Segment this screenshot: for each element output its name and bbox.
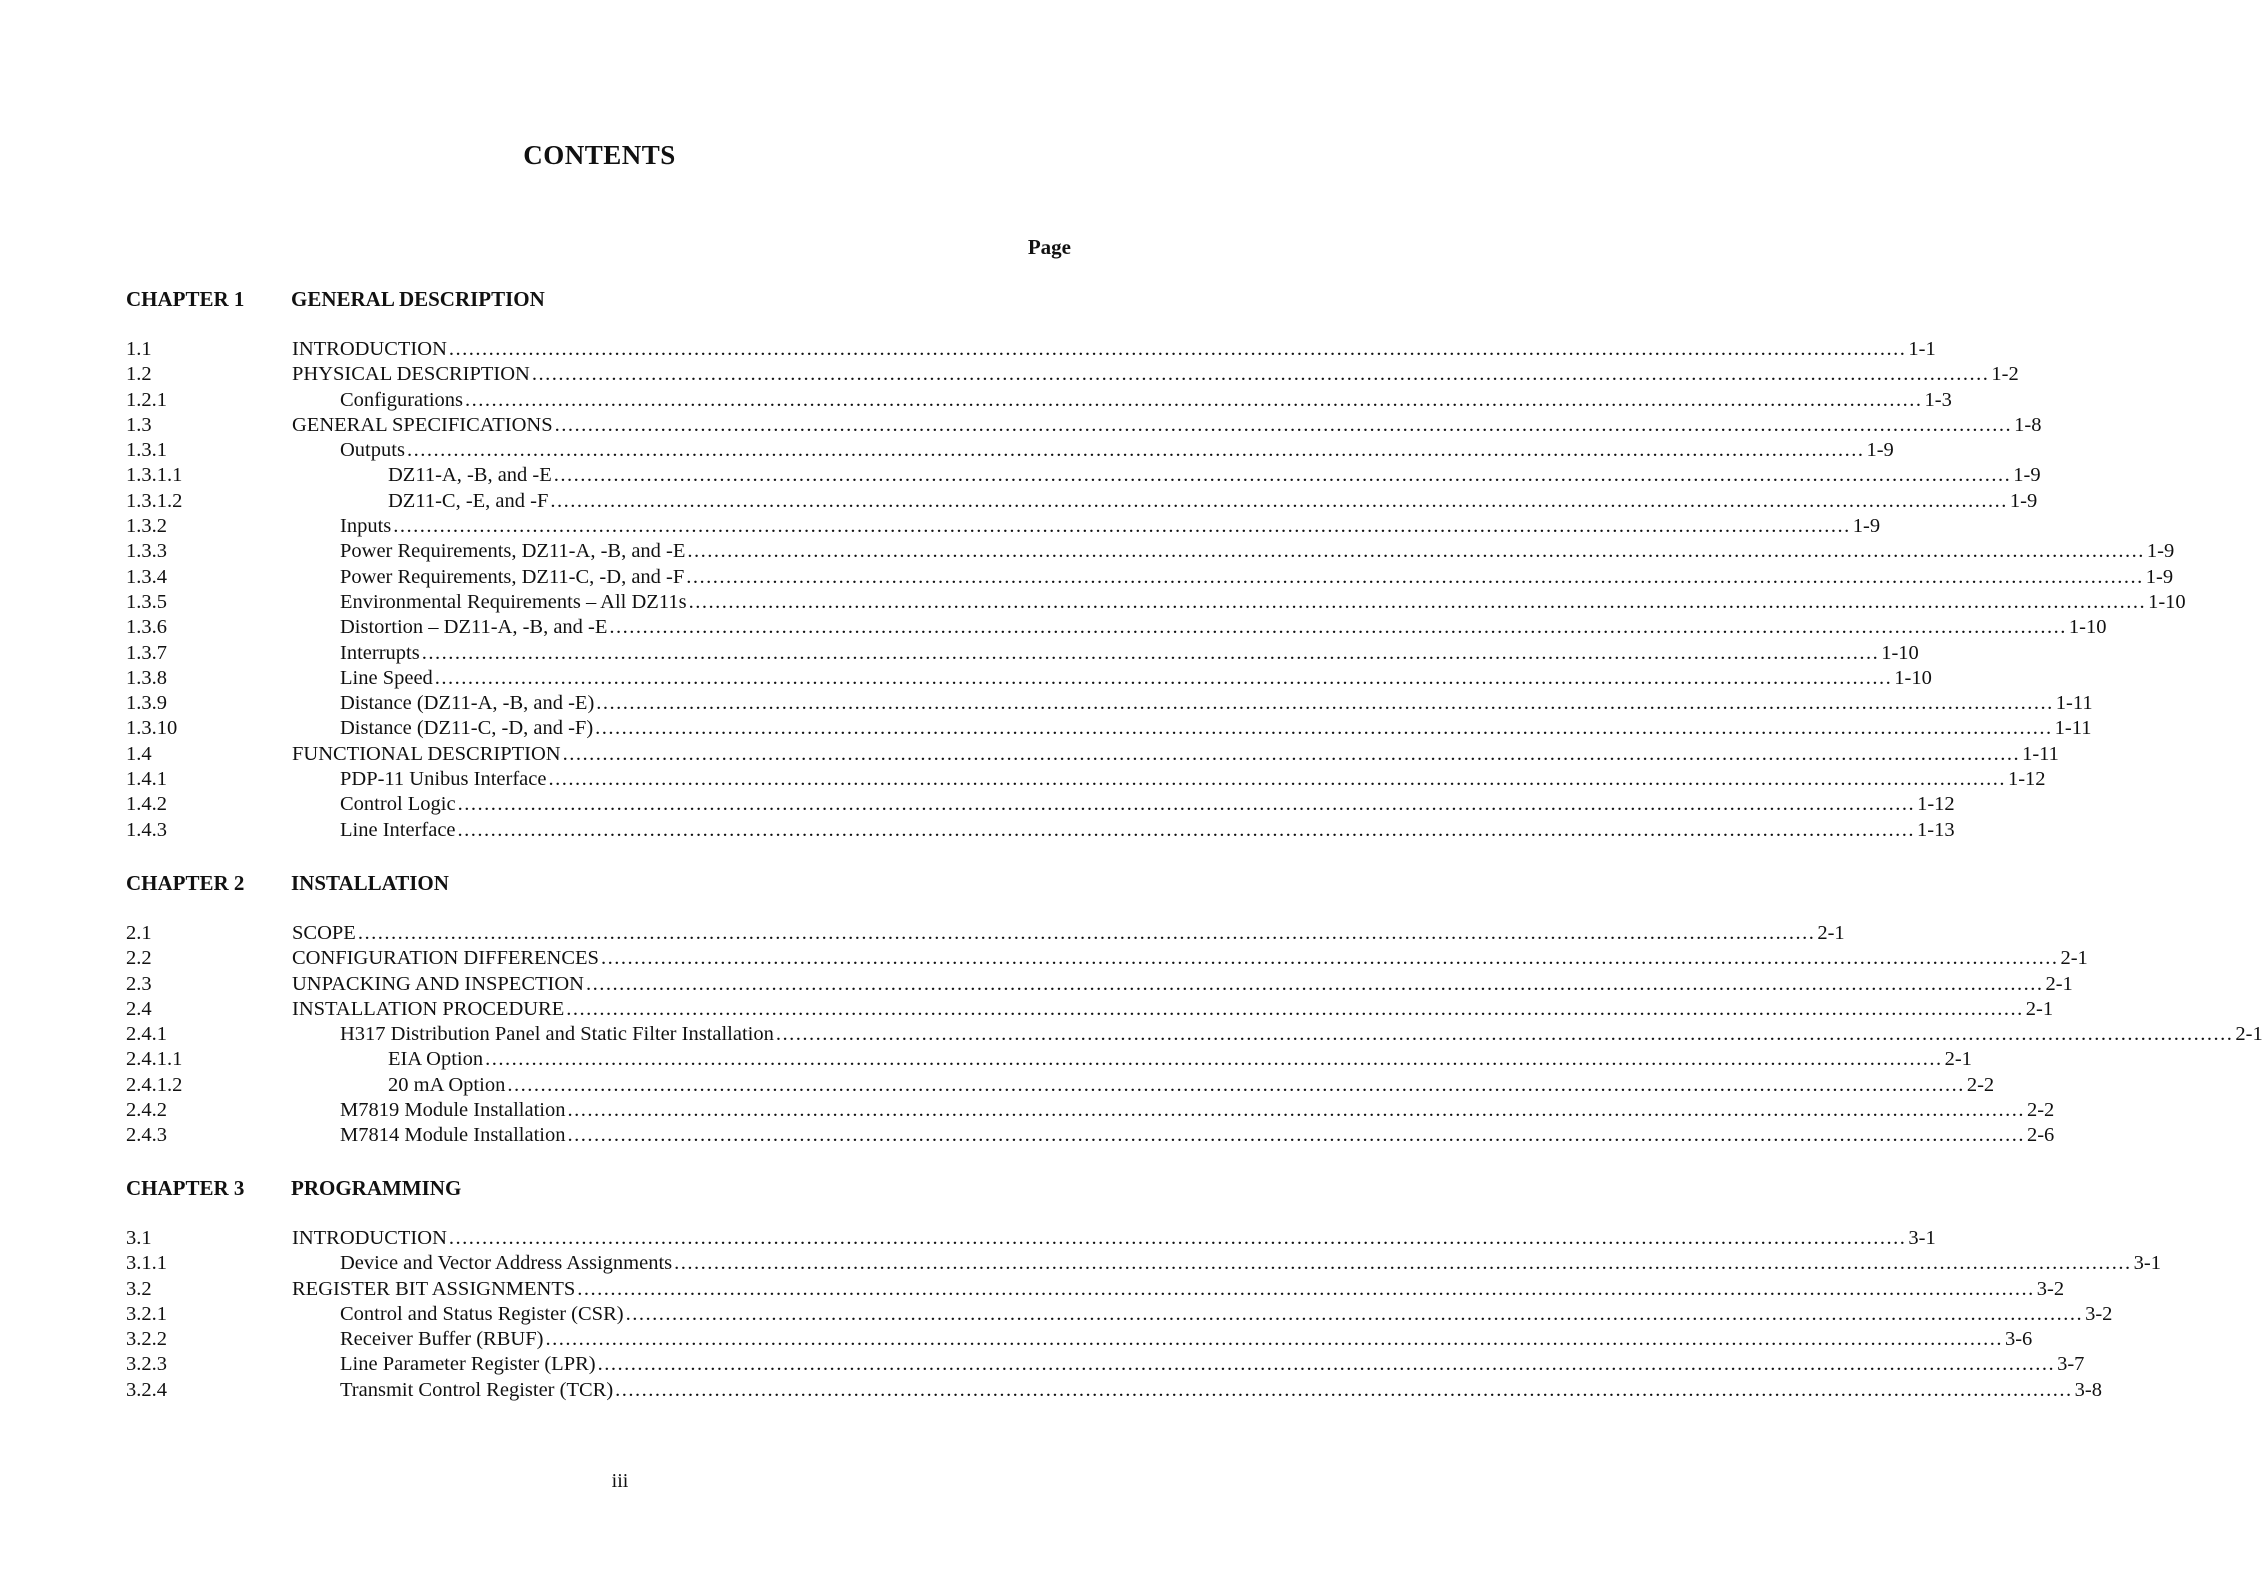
dot-leader: ............................................................................................................................................................................................................................ xyxy=(674,1252,2132,1275)
dot-leader: ............................................................................................................................................................................................................................ xyxy=(625,1302,2084,1325)
section-title: Distance (DZ11-C, -D, and -F) xyxy=(340,716,595,741)
section-page: 3-7 xyxy=(2057,1353,2085,1376)
toc-entry xyxy=(126,1251,2161,1276)
section-number: 3.2.4 xyxy=(126,1378,167,1401)
dot-leader: ............................................................................................................................................................................................................................ xyxy=(567,1099,2025,1122)
section-title: Line Parameter Register (LPR) xyxy=(340,1352,598,1377)
section-page: 1-10 xyxy=(1894,666,1932,689)
section-page: 1-11 xyxy=(2055,692,2093,715)
section-number: 1.3.1.2 xyxy=(126,489,183,512)
toc-entry xyxy=(126,565,2174,590)
dot-leader: ............................................................................................................................................................................................................................ xyxy=(457,793,1916,816)
section-page: 2-1 xyxy=(1817,922,1845,944)
toc-entry xyxy=(126,413,2042,438)
section-number: 1.3.8 xyxy=(126,666,167,689)
section-number: 2.4.1.1 xyxy=(126,1048,183,1071)
section-title: Power Requirements, DZ11-A, -B, and -E xyxy=(340,539,687,564)
section-page: 3-1 xyxy=(1908,1227,1936,1249)
section-page: 1-9 xyxy=(1866,439,1894,462)
toc-entry xyxy=(126,1073,1995,1098)
section-page: 1-12 xyxy=(2007,768,2046,791)
chapter-number: CHAPTER 2 xyxy=(126,871,245,895)
toc-entry xyxy=(126,1022,2263,1047)
section-number: 1.3.5 xyxy=(126,590,167,613)
dot-leader: ............................................................................................................................................................................................................................ xyxy=(595,717,2053,740)
dot-leader: ............................................................................................................................................................................................................................ xyxy=(553,464,2012,487)
chapter-heading xyxy=(126,871,1076,901)
toc-entry xyxy=(126,615,2107,640)
section-number: 3.1 xyxy=(126,1227,152,1249)
section-title: FUNCTIONAL DESCRIPTION xyxy=(292,742,563,767)
section-title: Power Requirements, DZ11-C, -D, and -F xyxy=(340,565,686,590)
section-title: Configurations xyxy=(340,388,465,413)
section-page: 1-11 xyxy=(2022,742,2059,765)
dot-leader: ............................................................................................................................................................................................................................ xyxy=(686,565,2144,588)
section-page: 1-10 xyxy=(1881,641,1919,664)
section-number: 1.3.6 xyxy=(126,616,167,639)
toc-entry xyxy=(126,1378,2102,1403)
dot-leader: ............................................................................................................................................................................................................................ xyxy=(554,413,2013,436)
page-title: CONTENTS xyxy=(523,140,676,170)
section-number: 2.4 xyxy=(126,997,152,1020)
section-page: 2-6 xyxy=(2026,1124,2055,1147)
dot-leader: ............................................................................................................................................................................................................................ xyxy=(550,489,2008,512)
section-number: 2.4.2 xyxy=(126,1099,167,1122)
section-title: CONFIGURATION DIFFERENCES xyxy=(292,946,601,971)
section-title: INTRODUCTION xyxy=(292,1226,449,1251)
toc-entry xyxy=(126,463,2041,488)
toc-entry xyxy=(126,388,1952,413)
dot-leader: ............................................................................................................................................................................................................................ xyxy=(393,515,1851,538)
chapter-number: CHAPTER 3 xyxy=(126,1176,245,1200)
section-number: 1.4 xyxy=(126,742,152,765)
section-page: 1-12 xyxy=(1917,793,1955,816)
section-number: 1.4.1 xyxy=(126,768,167,791)
section-title: PHYSICAL DESCRIPTION xyxy=(292,362,532,387)
dot-leader: ............................................................................................................................................................................................................................ xyxy=(507,1073,1965,1096)
toc-entry xyxy=(126,946,2088,971)
section-number: 3.1.1 xyxy=(126,1252,167,1275)
dot-leader: ............................................................................................................................................................................................................................ xyxy=(687,540,2145,563)
dot-leader: ............................................................................................................................................................................................................................ xyxy=(485,1048,1943,1071)
dot-leader: ............................................................................................................................................................................................................................ xyxy=(421,641,1880,664)
section-page: 3-6 xyxy=(2004,1328,2033,1351)
section-title: GENERAL SPECIFICATIONS xyxy=(292,413,555,438)
section-number: 3.2 xyxy=(126,1277,152,1300)
section-number: 2.2 xyxy=(126,947,152,970)
dot-leader: ............................................................................................................................................................................................................................ xyxy=(357,922,1816,944)
section-title: Interrupts xyxy=(340,641,422,666)
section-number: 1.3.1.1 xyxy=(126,464,183,487)
toc-entry xyxy=(126,539,2175,564)
chapter-title: INSTALLATION xyxy=(291,871,449,895)
chapter-title: GENERAL DESCRIPTION xyxy=(291,287,545,311)
section-title: INSTALLATION PROCEDURE xyxy=(292,997,566,1022)
chapter-title: PROGRAMMING xyxy=(291,1176,462,1200)
dot-leader: ............................................................................................................................................................................................................................ xyxy=(600,947,2059,970)
section-title: M7814 Module Installation xyxy=(340,1123,567,1148)
toc-entry xyxy=(126,438,1894,463)
section-title: Distance (DZ11-A, -B, and -E) xyxy=(340,691,596,716)
section-number: 1.3 xyxy=(126,413,152,436)
toc-entry xyxy=(126,1226,1936,1251)
section-title: SCOPE xyxy=(292,921,358,946)
toc-entry xyxy=(126,997,2054,1022)
section-title: 20 mA Option xyxy=(388,1073,507,1098)
section-page: 1-9 xyxy=(2013,464,2041,487)
dot-leader: ............................................................................................................................................................................................................................ xyxy=(457,818,1916,841)
dot-leader: ............................................................................................................................................................................................................................ xyxy=(596,692,2054,715)
section-page: 1-2 xyxy=(1991,363,2019,386)
section-title: Control and Status Register (CSR) xyxy=(340,1302,626,1327)
section-page: 2-1 xyxy=(1944,1048,1972,1071)
dot-leader: ............................................................................................................................................................................................................................ xyxy=(531,363,1990,386)
section-title: Distortion – DZ11-A, -B, and -E xyxy=(340,615,609,640)
section-page: 2-1 xyxy=(2060,947,2088,970)
section-title: Transmit Control Register (TCR) xyxy=(340,1378,615,1403)
dot-leader: ............................................................................................................................................................................................................................ xyxy=(448,1227,1907,1249)
toc-entry xyxy=(126,1352,2085,1377)
section-title: H317 Distribution Panel and Static Filter Installation xyxy=(340,1022,776,1047)
toc-entry xyxy=(126,1047,1972,1072)
section-title: Outputs xyxy=(340,438,407,463)
section-title: Line Speed xyxy=(340,666,435,691)
section-number: 1.4.2 xyxy=(126,793,167,816)
toc-entry xyxy=(126,972,2073,997)
dot-leader: ............................................................................................................................................................................................................................ xyxy=(566,997,2024,1020)
section-number: 2.1 xyxy=(126,922,152,944)
dot-leader: ............................................................................................................................................................................................................................ xyxy=(577,1277,2035,1300)
page-number: iii xyxy=(611,1470,629,1492)
chapter-number: CHAPTER 1 xyxy=(126,287,245,311)
section-number: 1.3.9 xyxy=(126,692,167,715)
dot-leader: ............................................................................................................................................................................................................................ xyxy=(609,616,2067,639)
toc-entry xyxy=(126,691,2093,716)
section-number: 1.3.10 xyxy=(126,717,178,740)
toc-entry xyxy=(126,818,1955,843)
section-number: 3.2.2 xyxy=(126,1328,167,1351)
section-number: 1.3.3 xyxy=(126,540,167,563)
dot-leader: ............................................................................................................................................................................................................................ xyxy=(775,1023,2234,1046)
dot-leader: ............................................................................................................................................................................................................................ xyxy=(688,590,2147,613)
section-title: INTRODUCTION xyxy=(292,337,449,362)
dot-leader: ............................................................................................................................................................................................................................ xyxy=(615,1378,2073,1401)
dot-leader: ............................................................................................................................................................................................................................ xyxy=(434,666,1893,689)
page-column-label: Page xyxy=(1027,235,1071,259)
section-number: 2.4.3 xyxy=(126,1124,167,1147)
section-page: 1-9 xyxy=(2145,565,2174,588)
dot-leader: ............................................................................................................................................................................................................................ xyxy=(567,1124,2025,1147)
toc-entry xyxy=(126,767,2046,792)
section-page: 3-2 xyxy=(2036,1277,2065,1300)
section-page: 3-8 xyxy=(2074,1378,2102,1401)
section-title: M7819 Module Installation xyxy=(340,1098,567,1123)
dot-leader: ............................................................................................................................................................................................................................ xyxy=(545,1328,2003,1351)
toc-entry xyxy=(126,514,1881,539)
section-title: REGISTER BIT ASSIGNMENTS xyxy=(292,1277,577,1302)
section-page: 3-1 xyxy=(2133,1252,2161,1275)
section-number: 1.4.3 xyxy=(126,818,167,841)
toc-entry xyxy=(126,716,2092,741)
chapter-heading xyxy=(126,287,1076,317)
toc-entry xyxy=(126,489,2038,514)
dot-leader: ............................................................................................................................................................................................................................ xyxy=(548,768,2006,791)
section-number: 1.3.2 xyxy=(126,515,167,538)
toc-entry xyxy=(126,921,1845,946)
toc-entry xyxy=(126,362,2019,387)
chapter-heading xyxy=(126,1176,1076,1206)
toc-entry xyxy=(126,1327,2033,1352)
toc-entry xyxy=(126,641,1919,666)
section-title: EIA Option xyxy=(388,1047,485,1072)
section-page: 1-1 xyxy=(1908,338,1936,360)
toc-entry xyxy=(126,590,2186,615)
section-number: 1.3.4 xyxy=(126,565,167,588)
section-number: 1.1 xyxy=(126,338,152,360)
section-page: 1-11 xyxy=(2054,717,2092,740)
toc-entry xyxy=(126,1302,2113,1327)
section-number: 3.2.1 xyxy=(126,1302,167,1325)
section-number: 1.2 xyxy=(126,363,152,386)
section-page: 3-2 xyxy=(2085,1302,2113,1325)
dot-leader: ............................................................................................................................................................................................................................ xyxy=(448,338,1907,360)
section-title: Environmental Requirements – All DZ11s xyxy=(340,590,689,615)
section-page: 1-10 xyxy=(2068,616,2107,639)
section-page: 1-9 xyxy=(1852,515,1881,538)
section-number: 1.3.1 xyxy=(126,439,167,462)
section-number: 1.2.1 xyxy=(126,388,167,411)
section-page: 1-3 xyxy=(1924,388,1952,411)
toc-entry xyxy=(126,1098,2055,1123)
section-title: DZ11-A, -B, and -E xyxy=(388,463,554,488)
section-page: 1-8 xyxy=(2014,413,2042,436)
dot-leader: ............................................................................................................................................................................................................................ xyxy=(465,388,1923,411)
toc-entry xyxy=(126,742,2059,767)
section-page: 1-10 xyxy=(2148,590,2186,613)
dot-leader: ............................................................................................................................................................................................................................ xyxy=(597,1353,2056,1376)
section-number: 2.3 xyxy=(126,972,152,995)
section-page: 1-13 xyxy=(1917,818,1955,841)
section-page: 1-9 xyxy=(2009,489,2038,512)
section-number: 2.4.1.2 xyxy=(126,1073,183,1096)
section-title: PDP-11 Unibus Interface xyxy=(340,767,548,792)
section-number: 2.4.1 xyxy=(126,1023,167,1046)
section-title: Line Interface xyxy=(340,818,458,843)
section-title: Inputs xyxy=(340,514,393,539)
dot-leader: ............................................................................................................................................................................................................................ xyxy=(406,439,1865,462)
section-number: 1.3.7 xyxy=(126,641,167,664)
section-title: Device and Vector Address Assignments xyxy=(340,1251,674,1276)
section-title: DZ11-C, -E, and -F xyxy=(388,489,550,514)
section-title: Control Logic xyxy=(340,792,458,817)
toc-list xyxy=(126,337,2186,843)
section-title: Receiver Buffer (RBUF) xyxy=(340,1327,545,1352)
toc-list xyxy=(126,921,2263,1149)
section-page: 2-1 xyxy=(2045,972,2073,995)
toc-entry xyxy=(126,666,1932,691)
toc-entry xyxy=(126,792,1955,817)
dot-leader: ............................................................................................................................................................................................................................ xyxy=(562,742,2021,765)
section-page: 2-1 xyxy=(2235,1023,2263,1046)
section-number: 3.2.3 xyxy=(126,1353,167,1376)
toc-entry xyxy=(126,1277,2065,1302)
toc-entry xyxy=(126,337,1936,362)
toc-list xyxy=(126,1226,2161,1403)
section-page: 2-2 xyxy=(2026,1099,2055,1122)
toc-entry xyxy=(126,1123,2055,1148)
dot-leader: ............................................................................................................................................................................................................................ xyxy=(585,972,2044,995)
section-title: UNPACKING AND INSPECTION xyxy=(292,972,586,997)
section-page: 1-9 xyxy=(2146,540,2175,563)
section-page: 2-1 xyxy=(2025,997,2054,1020)
section-page: 2-2 xyxy=(1966,1073,1995,1096)
